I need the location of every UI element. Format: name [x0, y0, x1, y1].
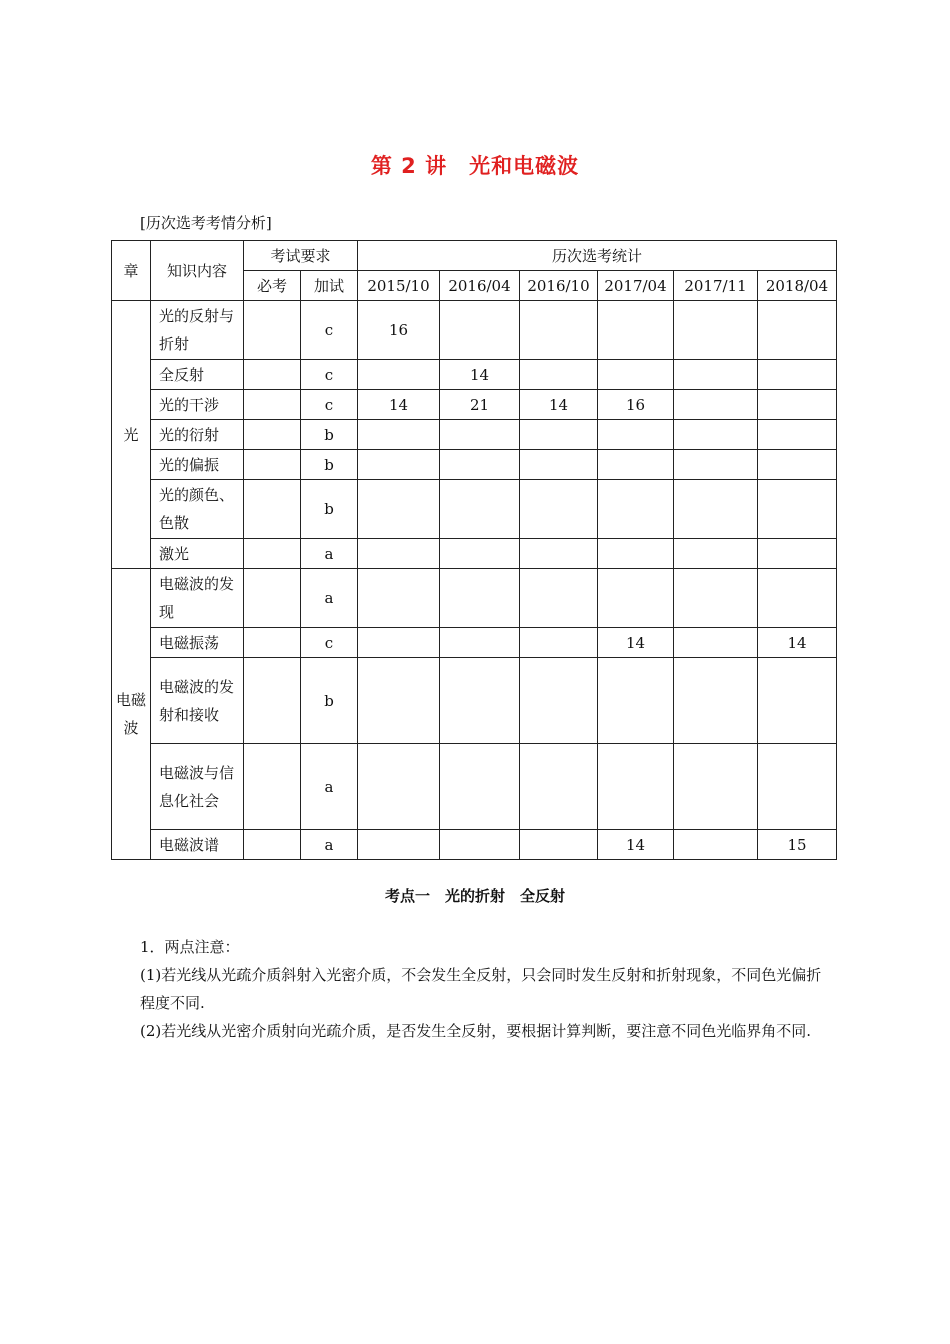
stat-cell: [520, 569, 598, 628]
stat-cell: [598, 539, 674, 569]
stat-cell: [758, 658, 837, 744]
extra-cell: b: [301, 420, 358, 450]
stat-cell: [674, 830, 758, 860]
required-cell: [244, 628, 301, 658]
stat-cell: 14: [598, 830, 674, 860]
stat-cell: [358, 360, 440, 390]
stat-cell: [598, 301, 674, 360]
stat-cell: [358, 658, 440, 744]
extra-cell: a: [301, 744, 358, 830]
header-chapter: 章: [112, 241, 151, 301]
stat-cell: [440, 301, 520, 360]
stat-cell: [520, 830, 598, 860]
topic-cell: 电磁波的发现: [151, 569, 244, 628]
stat-cell: [440, 450, 520, 480]
header-content: 知识内容: [151, 241, 244, 301]
header-date: 2017/04: [598, 271, 674, 301]
required-cell: [244, 420, 301, 450]
note-paragraph: (1)若光线从光疏介质斜射入光密介质，不会发生全反射，只会同时发生反射和折射现象，不同色光偏折程度不同.: [140, 966, 822, 1012]
stat-cell: 14: [440, 360, 520, 390]
table-row: [112, 539, 837, 569]
stat-cell: [358, 450, 440, 480]
stat-cell: [440, 744, 520, 830]
required-cell: [244, 390, 301, 420]
table-row: [112, 569, 837, 628]
chapter-cell: 光: [112, 301, 151, 569]
stat-cell: [440, 420, 520, 450]
table-row: [112, 360, 837, 390]
stat-cell: [598, 420, 674, 450]
topic-cell: 激光: [151, 539, 244, 569]
stat-cell: 16: [358, 301, 440, 360]
exam-statistics-table: [111, 240, 837, 860]
stat-cell: [520, 480, 598, 539]
stat-cell: [598, 480, 674, 539]
header-required: 必考: [244, 271, 301, 301]
chapter-cell: 电磁波: [112, 569, 151, 860]
topic-cell: 电磁波与信息化社会: [151, 744, 244, 830]
table-row: [112, 658, 837, 744]
required-cell: [244, 360, 301, 390]
topic-cell: 电磁波谱: [151, 830, 244, 860]
stat-cell: [674, 301, 758, 360]
stat-cell: [758, 569, 837, 628]
topic-cell: 光的衍射: [151, 420, 244, 450]
required-cell: [244, 450, 301, 480]
table-row: [112, 301, 837, 360]
extra-cell: a: [301, 569, 358, 628]
topic-cell: 光的偏振: [151, 450, 244, 480]
stat-cell: [758, 390, 837, 420]
stat-cell: [674, 539, 758, 569]
stat-cell: [520, 658, 598, 744]
stat-cell: [440, 830, 520, 860]
section-label: [历次选考考情分析]: [140, 214, 272, 232]
extra-cell: c: [301, 390, 358, 420]
stat-cell: [674, 658, 758, 744]
table-row: [112, 744, 837, 830]
stat-cell: [674, 360, 758, 390]
stat-cell: [674, 569, 758, 628]
required-cell: [244, 480, 301, 539]
header-date: 2016/04: [440, 271, 520, 301]
required-cell: [244, 569, 301, 628]
stat-cell: [674, 420, 758, 450]
stat-cell: [520, 744, 598, 830]
stat-cell: 14: [358, 390, 440, 420]
header-stats: 历次选考统计: [358, 241, 837, 271]
stat-cell: 14: [758, 628, 837, 658]
table-row: [112, 390, 837, 420]
header-date: 2015/10: [358, 271, 440, 301]
stat-cell: [440, 480, 520, 539]
stat-cell: [674, 628, 758, 658]
extra-cell: a: [301, 539, 358, 569]
notes-heading: 1．两点注意：: [140, 938, 240, 956]
extra-cell: c: [301, 360, 358, 390]
topic-cell: 光的颜色、色散: [151, 480, 244, 539]
stat-cell: [358, 830, 440, 860]
stat-cell: [758, 360, 837, 390]
stat-cell: [440, 569, 520, 628]
stat-cell: [440, 539, 520, 569]
stat-cell: [520, 539, 598, 569]
stat-cell: [520, 360, 598, 390]
topic-cell: 电磁振荡: [151, 628, 244, 658]
notes-body: [140, 933, 830, 1045]
table-row: [112, 830, 837, 860]
stat-cell: [758, 744, 837, 830]
topic-cell: 电磁波的发射和接收: [151, 658, 244, 744]
stat-cell: [520, 301, 598, 360]
extra-cell: c: [301, 301, 358, 360]
stat-cell: [598, 450, 674, 480]
stat-cell: [674, 744, 758, 830]
stat-cell: [520, 628, 598, 658]
stat-cell: [758, 420, 837, 450]
required-cell: [244, 830, 301, 860]
required-cell: [244, 539, 301, 569]
stat-cell: [758, 539, 837, 569]
stat-cell: [520, 420, 598, 450]
required-cell: [244, 744, 301, 830]
stat-cell: 15: [758, 830, 837, 860]
stat-cell: [758, 480, 837, 539]
stat-cell: [598, 744, 674, 830]
extra-cell: b: [301, 480, 358, 539]
stat-cell: [674, 480, 758, 539]
header-requirement: 考试要求: [244, 241, 358, 271]
table-row: [112, 480, 837, 539]
table-row: [112, 450, 837, 480]
stat-cell: [758, 450, 837, 480]
stat-cell: [358, 480, 440, 539]
extra-cell: a: [301, 830, 358, 860]
stat-cell: 21: [440, 390, 520, 420]
stat-cell: [520, 450, 598, 480]
topic-cell: 光的反射与折射: [151, 301, 244, 360]
stat-cell: [674, 450, 758, 480]
table-row: [112, 628, 837, 658]
header-date: 2017/11: [674, 271, 758, 301]
stat-cell: [358, 628, 440, 658]
topic-cell: 光的干涉: [151, 390, 244, 420]
stat-cell: [598, 360, 674, 390]
header-extra: 加试: [301, 271, 358, 301]
stat-cell: [440, 628, 520, 658]
extra-cell: b: [301, 658, 358, 744]
topic-cell: 全反射: [151, 360, 244, 390]
header-date: 2016/10: [520, 271, 598, 301]
stat-cell: [440, 658, 520, 744]
table-row: [112, 420, 837, 450]
extra-cell: b: [301, 450, 358, 480]
section-subheading: 考点一 光的折射 全反射: [384, 887, 565, 905]
stat-cell: 14: [598, 628, 674, 658]
stat-cell: [358, 539, 440, 569]
stat-cell: 14: [520, 390, 598, 420]
required-cell: [244, 658, 301, 744]
stat-cell: 16: [598, 390, 674, 420]
stat-cell: [598, 569, 674, 628]
stat-cell: [598, 658, 674, 744]
extra-cell: c: [301, 628, 358, 658]
stat-cell: [358, 569, 440, 628]
note-paragraph: (2)若光线从光密介质射向光疏介质，是否发生全反射，要根据计算判断，要注意不同色光临界角不同.: [140, 1022, 812, 1040]
required-cell: [244, 301, 301, 360]
stat-cell: [758, 301, 837, 360]
lecture-title: 第 2 讲 光和电磁波: [370, 154, 580, 178]
header-date: 2018/04: [758, 271, 837, 301]
stat-cell: [358, 744, 440, 830]
stat-cell: [674, 390, 758, 420]
stat-cell: [358, 420, 440, 450]
